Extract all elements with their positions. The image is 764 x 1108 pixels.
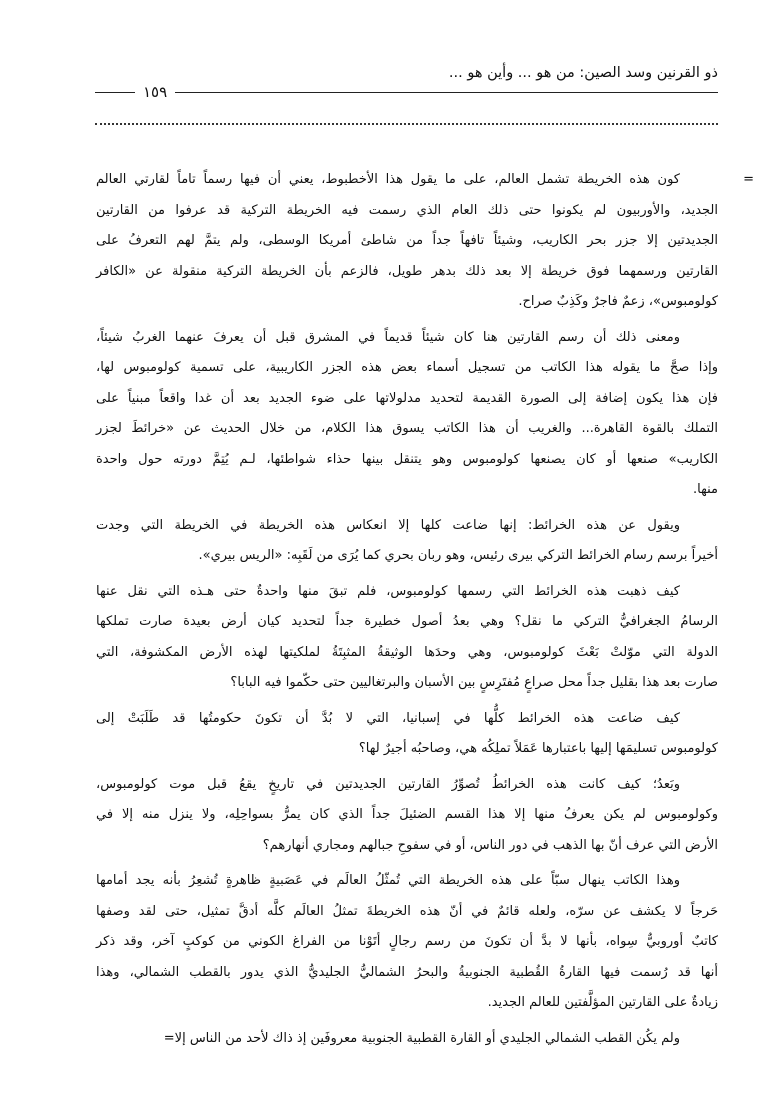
text-line-content: كولومبوس تسليمَها إليها باعتبارها عَمَلاً تملِكُه هي، وصاحبُه أجيرٌ لها؟ xyxy=(358,741,718,756)
text-line-content: منها. xyxy=(693,482,718,497)
text-line xyxy=(96,770,718,801)
text-line xyxy=(96,897,718,928)
text-line-content: زيادةٌ على القارتين المؤلَّفتين للعالم الجديد. xyxy=(487,995,718,1010)
text-line xyxy=(96,607,718,638)
text-line xyxy=(96,577,718,608)
text-line-content: حَرجاً لا يكشف عن سرّه، ولعله قائمٌ في أنّ هذه الخريطةَ تمثلُ العالَم كلَّه أدقَّ تمثيل، حتى لقد وصفها xyxy=(96,903,718,919)
text-line xyxy=(96,196,718,227)
text-line xyxy=(96,226,718,257)
text-line xyxy=(96,1024,718,1055)
text-line xyxy=(96,475,718,506)
header-rule xyxy=(95,92,718,93)
running-header xyxy=(95,60,718,101)
text-line xyxy=(96,323,718,354)
text-line xyxy=(96,734,718,765)
text-line-content: كولومبوس»، زعمٌ فاجرٌ وكَذِبٌ صراح. xyxy=(518,294,718,309)
text-line xyxy=(96,384,718,415)
paragraph xyxy=(96,577,718,699)
text-line xyxy=(96,257,718,288)
text-line xyxy=(96,287,718,318)
text-line-content: القارتين ورسمهما فوق خريطة إلا بعد ذلك بدهر طويل، فالزعم بأن الخريطة التركية منقولة عن «الكافر xyxy=(96,263,718,279)
text-line xyxy=(96,638,718,669)
text-line xyxy=(96,668,718,699)
text-line-content: الأرض التي عرف أنّ بها الذهب في دور الناس، أو في سفوحِ جبالهم ومجاري أنهارهم؟ xyxy=(262,837,718,853)
text-line xyxy=(96,353,718,384)
text-line-content: وكولومبوس لم يكن يعرفُ منها إلا هذا القسم الضئيلَ جداً الذي كان يمرُّ بسواحِلِه، ولا ينزل منه إلا في xyxy=(96,807,718,822)
running-title: ذو القرنين وسد الصين: من هو ... وأين هو ... xyxy=(448,65,718,81)
text-line-content: فإن هذا يكون إضافة إلى الصورة القديمة لتحديد مدلولاتها على ضوء الجديد بعد أن غدا واقعاً مبنياً على xyxy=(96,390,718,406)
text-line xyxy=(96,988,718,1019)
page-number: ١٥٩ xyxy=(135,82,175,102)
text-line-content: أخيراً برسم رسام الخرائط التركي بيرى رئيس، وهو ربان بحري كما يُرَى من لَقَبِه: «الريس بيري». xyxy=(198,548,718,563)
text-line xyxy=(96,800,718,831)
text-line-content: ولم يكُن القطب الشمالي الجليدي أو القارة القطبية الجنوبية معروفَين إذ ذاك لأحد من الناس إلا= xyxy=(163,1030,680,1046)
text-line xyxy=(96,511,718,542)
paragraph xyxy=(96,866,718,1019)
text-line-content: الجديدتين إلا جزر بحر الكاريب، وشيئاً تافهاً جداً من شاطئ أمريكا الوسطى، ولم يتمَّ لهم التعرفُ على xyxy=(96,233,718,248)
text-line-content: ويقول عن هذه الخرائط: إنها ضاعت كلها إلا انعكاس هذه الخريطة في الخريطة التي وجدت xyxy=(96,517,680,533)
text-line-content: وإذا صحَّ ما يقوله هذا الكاتب من تسجيل أسماء بعض هذه الجزر الكاريبية، على تسمية كولومبوس لها، xyxy=(96,360,718,375)
text-line-content: كاتبٌ أوروبيٌّ سِواه، بأنها لا بدَّ أن تكونَ من رسم رجالٍ أتَوْنا من الفراغ الكوني من كوكبٍ آخر، وقد ذكر xyxy=(96,934,718,949)
text-line-content: الكاريب» صنعها أو كان يصنعها كولومبوس وهو يتنقل بينها حذاء شواطئها، لـم يُتِمَّ دورته حول واحدة xyxy=(96,451,718,467)
text-line-content: الجديد، والأوربيون لم يكونوا حتى ذلك العام الذي رسمت فيه الخريطة التركية قد عرفوا من القارتين xyxy=(96,202,718,218)
text-line-content: صارت بعد هذا بقليل جداً محل صراعٍ مُفتَرِسٍ بين الأسبان والبرتغاليين حتى حكّموا فيه البابا؟ xyxy=(230,675,718,690)
text-line-content: التملك بالقوة القاهرة... والغريب أن هذا الكاتب يسوق هذا الكلام، من خلال الحديث عن «خرائطَ لجزر xyxy=(96,421,718,436)
text-line-content: الرسامُ الجغرافيُّ التركي ما نقل؟ وهي بعدُ أصول خطيرة جداً لتحديد كيان أرض بعيدة صارت تملكها xyxy=(96,614,718,629)
dotted-separator xyxy=(95,123,718,125)
text-line-content: كون هذه الخريطة تشمل العالم، على ما يقول هذا الأخطبوط، يعني أن فيها رسماً تاماً لقارتي العالم xyxy=(96,172,680,187)
continuation-mark: = xyxy=(743,172,754,187)
text-line-content: أنها قد رُسمت فيها القارةُ القُطبية الجنوبيةُ والبحرُ الشماليُّ الجليديُّ الذي يدور بالقطب الشمالي، وهذا xyxy=(96,964,718,980)
text-line xyxy=(96,927,718,958)
paragraph xyxy=(96,770,718,862)
text-line xyxy=(96,831,718,862)
paragraph xyxy=(96,704,718,765)
text-line-content: كيف ذهبت هذه الخرائط التي رسمها كولومبوس، فلم تبقَ منها واحدةٌ حتى هـذه التي نقل عنها xyxy=(96,583,680,599)
paragraph xyxy=(96,511,718,572)
paragraph xyxy=(96,1024,718,1055)
text-line xyxy=(96,165,754,196)
paragraph xyxy=(96,323,718,506)
text-line-content: وبَعدُ؛ كيف كانت هذه الخرائطُ تُصوِّرُ القارتين الجديدتين في تاريخٍ يقعُ قبل موت كولومبوس، xyxy=(96,776,680,792)
text-line xyxy=(96,704,718,735)
text-line xyxy=(96,958,718,989)
text-line xyxy=(96,445,718,476)
text-line xyxy=(96,866,718,897)
text-line xyxy=(96,541,718,572)
text-line-content: كيف ضاعت هذه الخرائط كلُّها في إسبانيا، التي لا بُدَّ أن تكونَ حكومتُها قد طَلَبَتْ إلى xyxy=(96,710,680,726)
text-line-content: ومعنى ذلك أن رسم القارتين هنا كان شيئاً قديماً في المشرق قبل أن يعرفَ عنهما الغربُ شيئاً، xyxy=(96,329,680,345)
text-line-content: الدولة التي موّلتْ بَعْثَ كولومبوس، وهي وحدَها الوثيقةُ المثبِتَةُ لملكيتها لهذه الأرض المكشوفة، التي xyxy=(96,644,718,660)
text-line-content: وهذا الكاتب ينهال سبّاً على هذه الخريطة التي تُمثّلُ العالَم في عَصَبيةٍ ظاهرةٍ تُشعِرُ بأنه يجد أمامها xyxy=(96,873,680,888)
paragraph xyxy=(96,165,754,318)
page-body xyxy=(96,165,754,1059)
text-line xyxy=(96,414,718,445)
